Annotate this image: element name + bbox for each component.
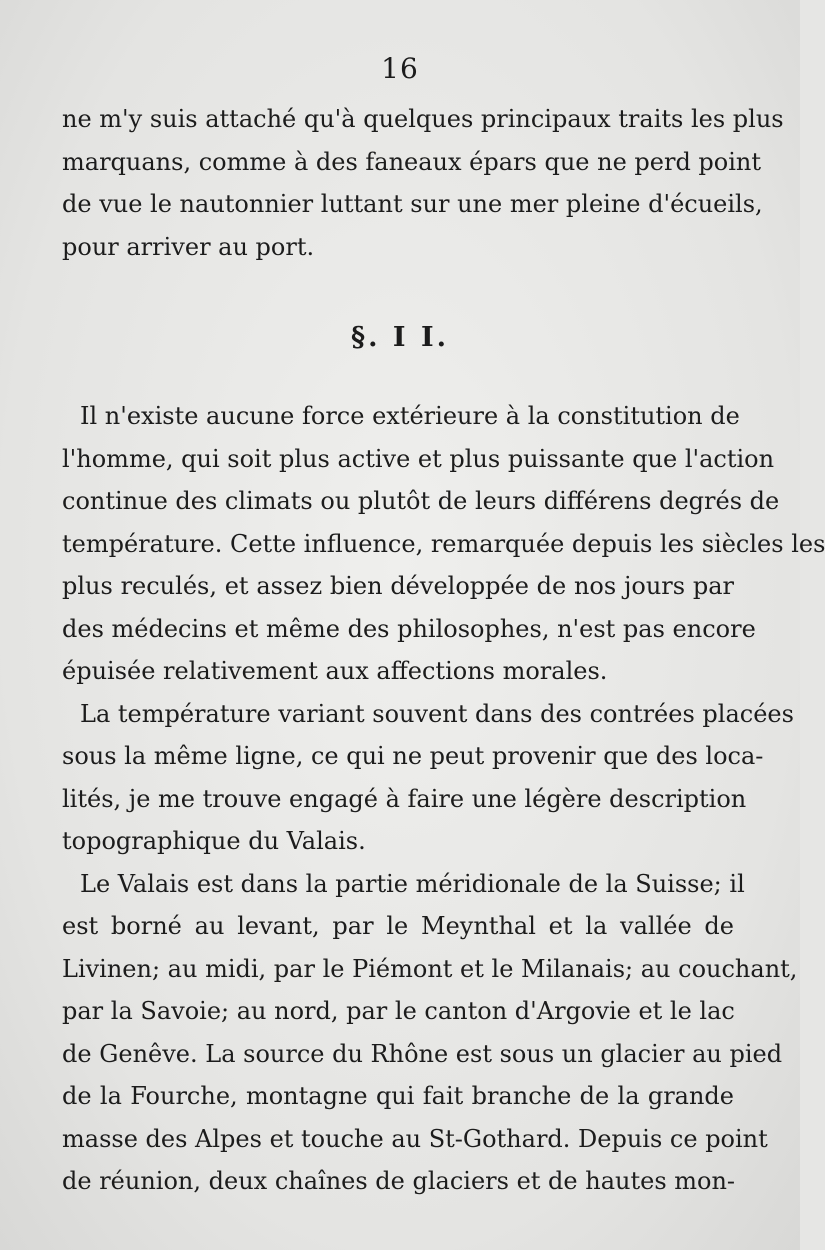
text-line: pour arriver au port. [62,232,315,261]
text-line: épuisée relativement aux affections morales. [62,657,608,685]
text-line: est borné au levant, par le Meynthal et la vallée de [62,912,734,940]
paragraph-climate [62,395,825,693]
text-line: de la Fourche, montagne qui fait branche de la grande [62,1082,734,1110]
text-line: par la Savoie; au nord, par le canton d'Argovie et le lac [62,997,735,1025]
text-line: sous la même ligne, ce qui ne peut provenir que des loca- [62,742,764,770]
text-line: continue des climats ou plutôt de leurs différens degrés de [62,487,780,515]
intro-text-block [62,98,784,268]
text-line: l'homme, qui soit plus active et plus puissante que l'action [62,444,775,473]
text-line: lités, je me trouve engagé à faire une légère description [62,784,747,813]
text-line: de réunion, deux chaînes de glaciers et de hautes mon- [62,1167,736,1195]
text-line: de Genêve. La source du Rhône est sous un glacier au pied [62,1039,783,1068]
body-text-block [62,395,825,1203]
paragraph-temperature [62,693,794,863]
text-line: Le Valais est dans la partie méridionale de la Suisse; il [80,869,745,898]
text-line: de vue le nautonnier luttant sur une mer pleine d'écueils, [62,190,763,218]
section-heading: §. I I. [351,322,449,353]
text-line: Livinen; au midi, par le Piémont et le Milanais; au couchant, [62,954,798,983]
text-line: plus reculés, et assez bien développée de nos jours par [62,572,734,600]
text-line: masse des Alpes et touche au St-Gothard. Depuis ce point [62,1124,768,1153]
text-line: La température variant souvent dans des contrées placées [80,699,794,728]
text-line: topographique du Valais. [62,827,366,855]
page-number: 16 [381,52,419,85]
paragraph-valais [62,863,798,1203]
text-line: ne m'y suis attaché qu'à quelques principaux traits les plus [62,105,784,133]
text-line: température. Cette influence, remarquée depuis les siècles les [62,529,825,558]
text-line: des médecins et même des philosophes, n'est pas encore [62,614,756,643]
text-line: Il n'existe aucune force extérieure à la constitution de [80,402,740,430]
text-line: marquans, comme à des faneaux épars que ne perd point [62,147,762,176]
